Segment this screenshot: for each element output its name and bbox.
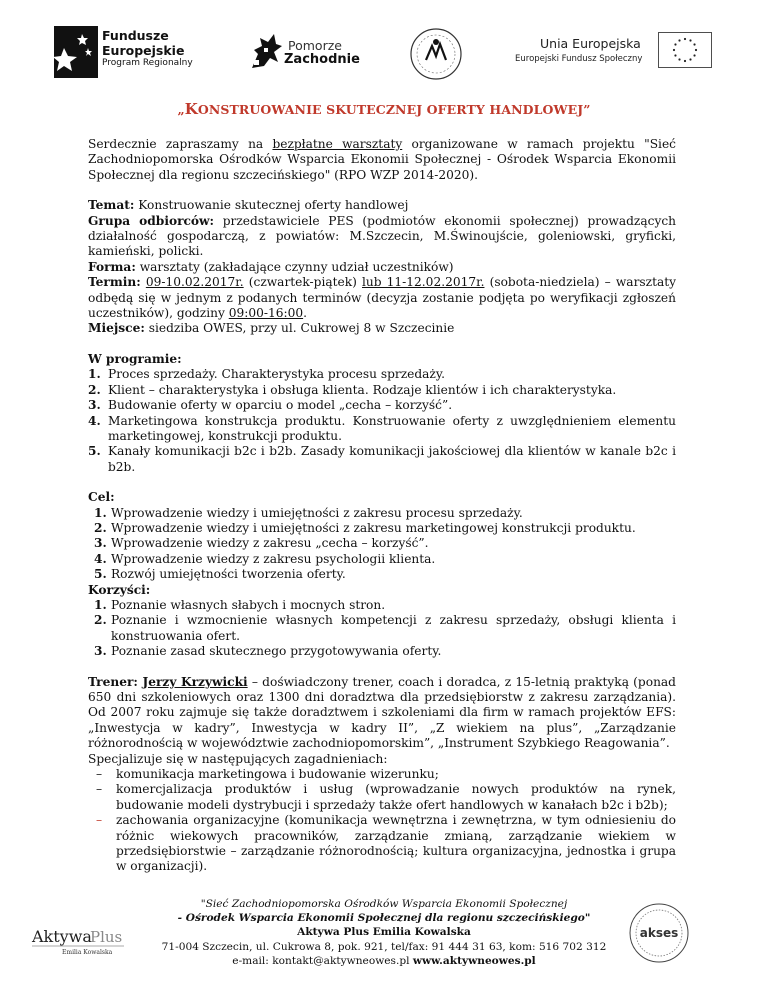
footer-line1: "Sieć Zachodniopomorska Ośrodków Wsparcia Ekonomii Społecznej xyxy=(200,898,568,910)
footer-line5: e-mail: kontakt@aktywneowes.pl www.aktywneowes.pl xyxy=(232,954,536,967)
fe-line3: Program Regionalny xyxy=(102,58,193,68)
free-workshops-link: bezpłatne warsztaty xyxy=(272,137,403,151)
list-item: 1. Wprowadzenie wiedzy i umiejętności z zakresu procesu sprzedaży. xyxy=(94,505,523,520)
document-title: „KONSTRUOWANIE SKUTECZNEJ OFERTY HANDLOWEJ” xyxy=(177,100,591,118)
logo-pomorze-zachodnie xyxy=(248,30,358,74)
fe-line1: Fundusze xyxy=(102,28,169,43)
specialization-list xyxy=(88,767,676,875)
plus-text: Plus xyxy=(90,928,123,946)
goal-list xyxy=(88,506,676,583)
ue-subtitle: Europejski Fundusz Społeczny xyxy=(515,54,643,64)
footer-line4: 71-004 Szczecin, ul. Cukrowa 8, pok. 921, tel/fax: 91 444 31 63, kom: 516 702 312 xyxy=(161,940,607,953)
place-line: Miejsce: siedziba OWES, przy ul. Cukrowej 8 w Szczecinie xyxy=(88,321,455,336)
akses-text: akses xyxy=(639,926,679,940)
aktywa-text: Aktywa xyxy=(32,927,92,946)
logo-fundusze-europejskie xyxy=(54,26,194,78)
logo-akses xyxy=(628,902,690,964)
benefits-list xyxy=(88,598,676,660)
eu-star xyxy=(689,58,691,60)
date-line: Termin: 09-10.02.2017r. (czwartek-piątek) lub 11-12.02.2017r. (sobota-niedziela) – warsztaty odbędą się w jednym z podanych terminów (decyzja zostanie podjęta po weryfikacji zgłoszeń uczestników), godziny 09:00-16:00. xyxy=(88,275,677,321)
eu-star xyxy=(678,39,680,41)
eu-star xyxy=(693,43,695,45)
intro-paragraph: Serdecznie zapraszamy na bezpłatne warsztaty organizowane w ramach projektu "Sieć Zachodniopomorska Ośrodków Wsparcia Ekonomii Społecznej - Ośrodek Wsparcia Ekonomii Społecznej dla regionu szczecińskiego" (RPO WZP 2014-2020). xyxy=(88,137,676,182)
footer-line3: Aktywa Plus Emilia Kowalska xyxy=(297,926,471,939)
list-item: 5. Rozwój umiejętności tworzenia oferty. xyxy=(94,567,346,582)
list-item: 3. Poznanie zasad skutecznego przygotowywania oferty. xyxy=(94,644,442,659)
list-item: 4. Marketingowa konstrukcja produktu. Konstruowanie oferty z uwzględnieniem elementu marketingowej, konstrukcji produktu. xyxy=(88,413,676,443)
eu-flag-icon xyxy=(658,32,712,68)
logo-unia-europejska xyxy=(515,32,720,72)
eu-star xyxy=(673,49,675,51)
eu-star xyxy=(684,60,686,62)
list-item: – komunikacja marketingowa i budowanie wizerunku; xyxy=(96,767,439,782)
list-item: 2. Poznanie i wzmocnienie własnych kompetencji z zakresu sprzedaży, obsługi klienta i konstruowania ofert. xyxy=(94,613,676,643)
trainer-name: Jerzy Krzywicki xyxy=(142,674,248,689)
eu-star xyxy=(684,38,686,40)
benefits-heading: Korzyści: xyxy=(88,582,151,597)
content-body xyxy=(88,137,676,875)
eu-star xyxy=(689,39,691,41)
eu-star xyxy=(674,43,676,45)
pz-line1: Pomorze xyxy=(288,38,342,53)
pz-line2: Zachodnie xyxy=(284,52,360,67)
griffin-icon xyxy=(248,32,284,72)
list-item: 5. Kanały komunikacji b2c i b2b. Zasady komunikacji jakościowej dla klientów w kanale b2c i b2b. xyxy=(88,444,676,474)
audience-line: Grupa odbiorców: przedstawiciele PES (podmiotów ekonomii społecznej) prowadzących działalność gospodarczą, z powiatów: M.Szczecin, M.Świnoujście, goleniowski, gryficki, kamieński, policki. xyxy=(88,213,676,259)
topic-line: Temat: Konstruowanie skutecznej oferty handlowej xyxy=(88,198,409,213)
ue-title: Unia Europejska xyxy=(540,36,641,51)
program-heading: W programie: xyxy=(88,351,182,366)
fe-star-icon xyxy=(54,26,98,78)
eu-star xyxy=(678,58,680,60)
list-item: 4. Wprowadzenie wiedzy z zakresu psychologii klienta. xyxy=(94,551,436,566)
specialization-line: Specjalizuje się w następujących zagadnieniach: xyxy=(88,751,388,766)
eu-star xyxy=(674,54,676,56)
list-item: – zachowania organizacyjne (komunikacja wewnętrzna i zewnętrzna, w tym odniesieniu do różnic wiekowych pracowników, zarządzanie zmianą, zarządzanie wiekiem w przedsiębiorstwie – zarządzanie różnorodnością; kultura organizacyjna, jednostka i grupa w organizacji). xyxy=(96,813,676,874)
seal-icon xyxy=(408,26,464,82)
list-item: – komercjalizacja produktów i usług (wprowadzanie nowych produktów na rynek, budowanie modeli dystrybucji i sprzedaży także ofert handlowych w kanałach b2c i b2b); xyxy=(96,782,676,812)
list-item: 1. Proces sprzedaży. Charakterystyka procesu sprzedaży. xyxy=(88,367,445,382)
program-list xyxy=(88,367,676,475)
goal-heading: Cel: xyxy=(88,490,115,505)
form-line: Forma: warsztaty (zakładające czynny udział uczestników) xyxy=(88,259,454,274)
fe-line2: Europejskie xyxy=(102,43,185,58)
list-item: 3. Budowanie oferty w oparciu o model „cecha – korzyść”. xyxy=(88,398,453,413)
list-item: 2. Wprowadzenie wiedzy i umiejętności z zakresu marketingowej konstrukcji produktu. xyxy=(94,520,636,535)
trainer-paragraph: Trener: Jerzy Krzywicki – doświadczony trener, coach i doradca, z 15-letnią praktyką (ponad 650 dni szkoleniowych oraz 1300 dni doradztwa dla przedsiębiorstw z zakresu zarządzania). Od 2007 roku zajmuje się także doradztwem i szkoleniami dla firm w ramach projektów EFS: „Inwestycja w kadry”, Inwestycja w kadry II”, „Z wiekiem na plus”, „Zarządzanie różnorodnością w województwie zachodniopomorskim”, „Instrument Szybkiego Reagowania”. xyxy=(88,674,676,751)
footer-line2: - Ośrodek Wsparcia Ekonomii Społecznej dla regionu szczecińskiego" xyxy=(177,912,591,925)
emilia-text: Emilia Kowalska xyxy=(62,949,113,956)
eu-star xyxy=(693,54,695,56)
eu-star xyxy=(695,49,697,51)
logo-circle-seal xyxy=(408,26,464,82)
list-item: 3. Wprowadzenie wiedzy z zakresu „cecha – korzyść”. xyxy=(94,536,429,551)
list-item: 1. Poznanie własnych słabych i mocnych stron. xyxy=(94,597,386,612)
list-item: 2. Klient – charakterystyka i obsługa klienta. Rodzaje klientów i ich charakterystyka. xyxy=(88,382,617,397)
